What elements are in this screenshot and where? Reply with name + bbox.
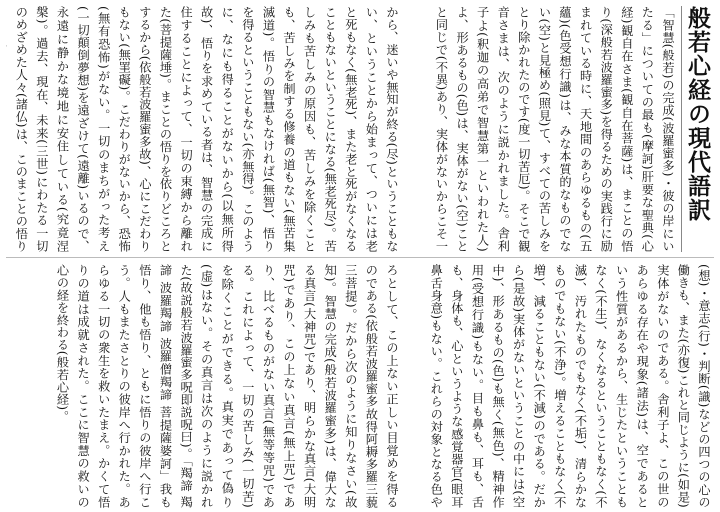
paragraph-lower-left: ろとして、この上ない正しい目覚めを得るのである(依般若波羅蜜多故得阿耨多羅三藐三菩提)。だから次のように知りなさい(故知)。智慧の完成(般若波羅蜜多)は、偉大なる真言(大神咒)であり、明らかな真言(大明咒)であり、この上ない真言(無上咒)であり、比べるものがない真言(無等等咒)である。これによって、一切の苦しみ(一切苦)を除くことができる。真実であって偽り(虚)はない。その真言は次のように説かれた(故説般若波羅蜜多呪即説呪曰)。「羯諦 羯諦 波羅羯諦 波羅僧羯諦 菩提薩婆訶」我も悟り、他も悟り、ともに悟りの彼岸へ行こう。人もまたさとりの彼岸へ行かれた。あらゆる一切の衆生を救いたまえ。かくて悟りの道は成就された。ここに智慧の救いの心の経を終わる(般若心経)。	[55, 264, 399, 508]
paragraph-lower-right: (想)・意志(行)・判断(識)などの四つの心の働きも、また(亦復)これと同じように(如是)実体がないのである。舎利子よ、この世のあらゆる存在や現象(諸法)は、空であるという性質があるから、生じたということもなく(不生)、なくなるということもなく(不滅)、汚れたものでもなく(不垢)、清らかなものでもない(不浄)。増えることもなく(不増)、減ることもない(不減)のである。だから(是故)実体がないということの中には(空中)、形あるもの(色)も無く(無色)、精神作用(受想行識)もない。目も鼻も、耳も、舌も、身体も、心というような感覚器官(眼耳鼻舌身意)もない。これらの対象となる色や	[429, 264, 711, 508]
page-title: 般若心経の現代語訳	[681, 6, 714, 252]
paragraph-upper-left: から、迷いや無知が終る(尽)ということもない、ということから始まって、ついには老と死もなく(無老死)、また老と死がなくなることもないということになる(無老死尽)。苦しみも苦しみの原因も、苦しみを除くことも、苦しみを制する修養の道もない(無苦集滅道)。悟りの智慧もなければ(無智)、悟りを得るということもない(亦無得)。このように、なにも得ることがないから(以無所得故)、悟りを求めている者は、智慧の完成に住することによって、一切の束縛から離れた(菩提薩埵)。まことの悟りを依りどころとするから(依般若波羅蜜多故)、心にこだわりもない(無罣礙)。こだわりがないから、恐怖(無有恐怖)がない。一切のまちがった考え(一切顛倒夢想)を遠ざけて(遠離)いるので、永遠に静かな境地に安住している(究竟涅槃)。過去、現在、未来(三世)にわたる一切のめざめた人々(諸仏)は、このまことの悟り	[14, 6, 399, 252]
paragraph-upper-right: 「智慧(般若)の完成(波羅蜜多)・彼の岸にいたる」についての最も(摩訶)肝要な聖典(心経)観自在さま(観自在菩薩)は、まことの悟り(深般若波羅蜜多)を得るための実践行に励まれている時に、天地間のあらゆるもの(五蘊)(色受想行識)は、みな本質的なものでない(空)と見極め(照見)て、すべての苦しみをとり除かれたのです(度一切苦厄)。そこで観音さまは、次のように説かれました。舎利子よ(釈迦の高弟で智慧第一といわれた人)よ、形あるもの(色)は、実体がない(空)ことと同じで(不異)あり、実体がないからこそ一	[434, 6, 675, 252]
section-divider	[6, 257, 714, 258]
